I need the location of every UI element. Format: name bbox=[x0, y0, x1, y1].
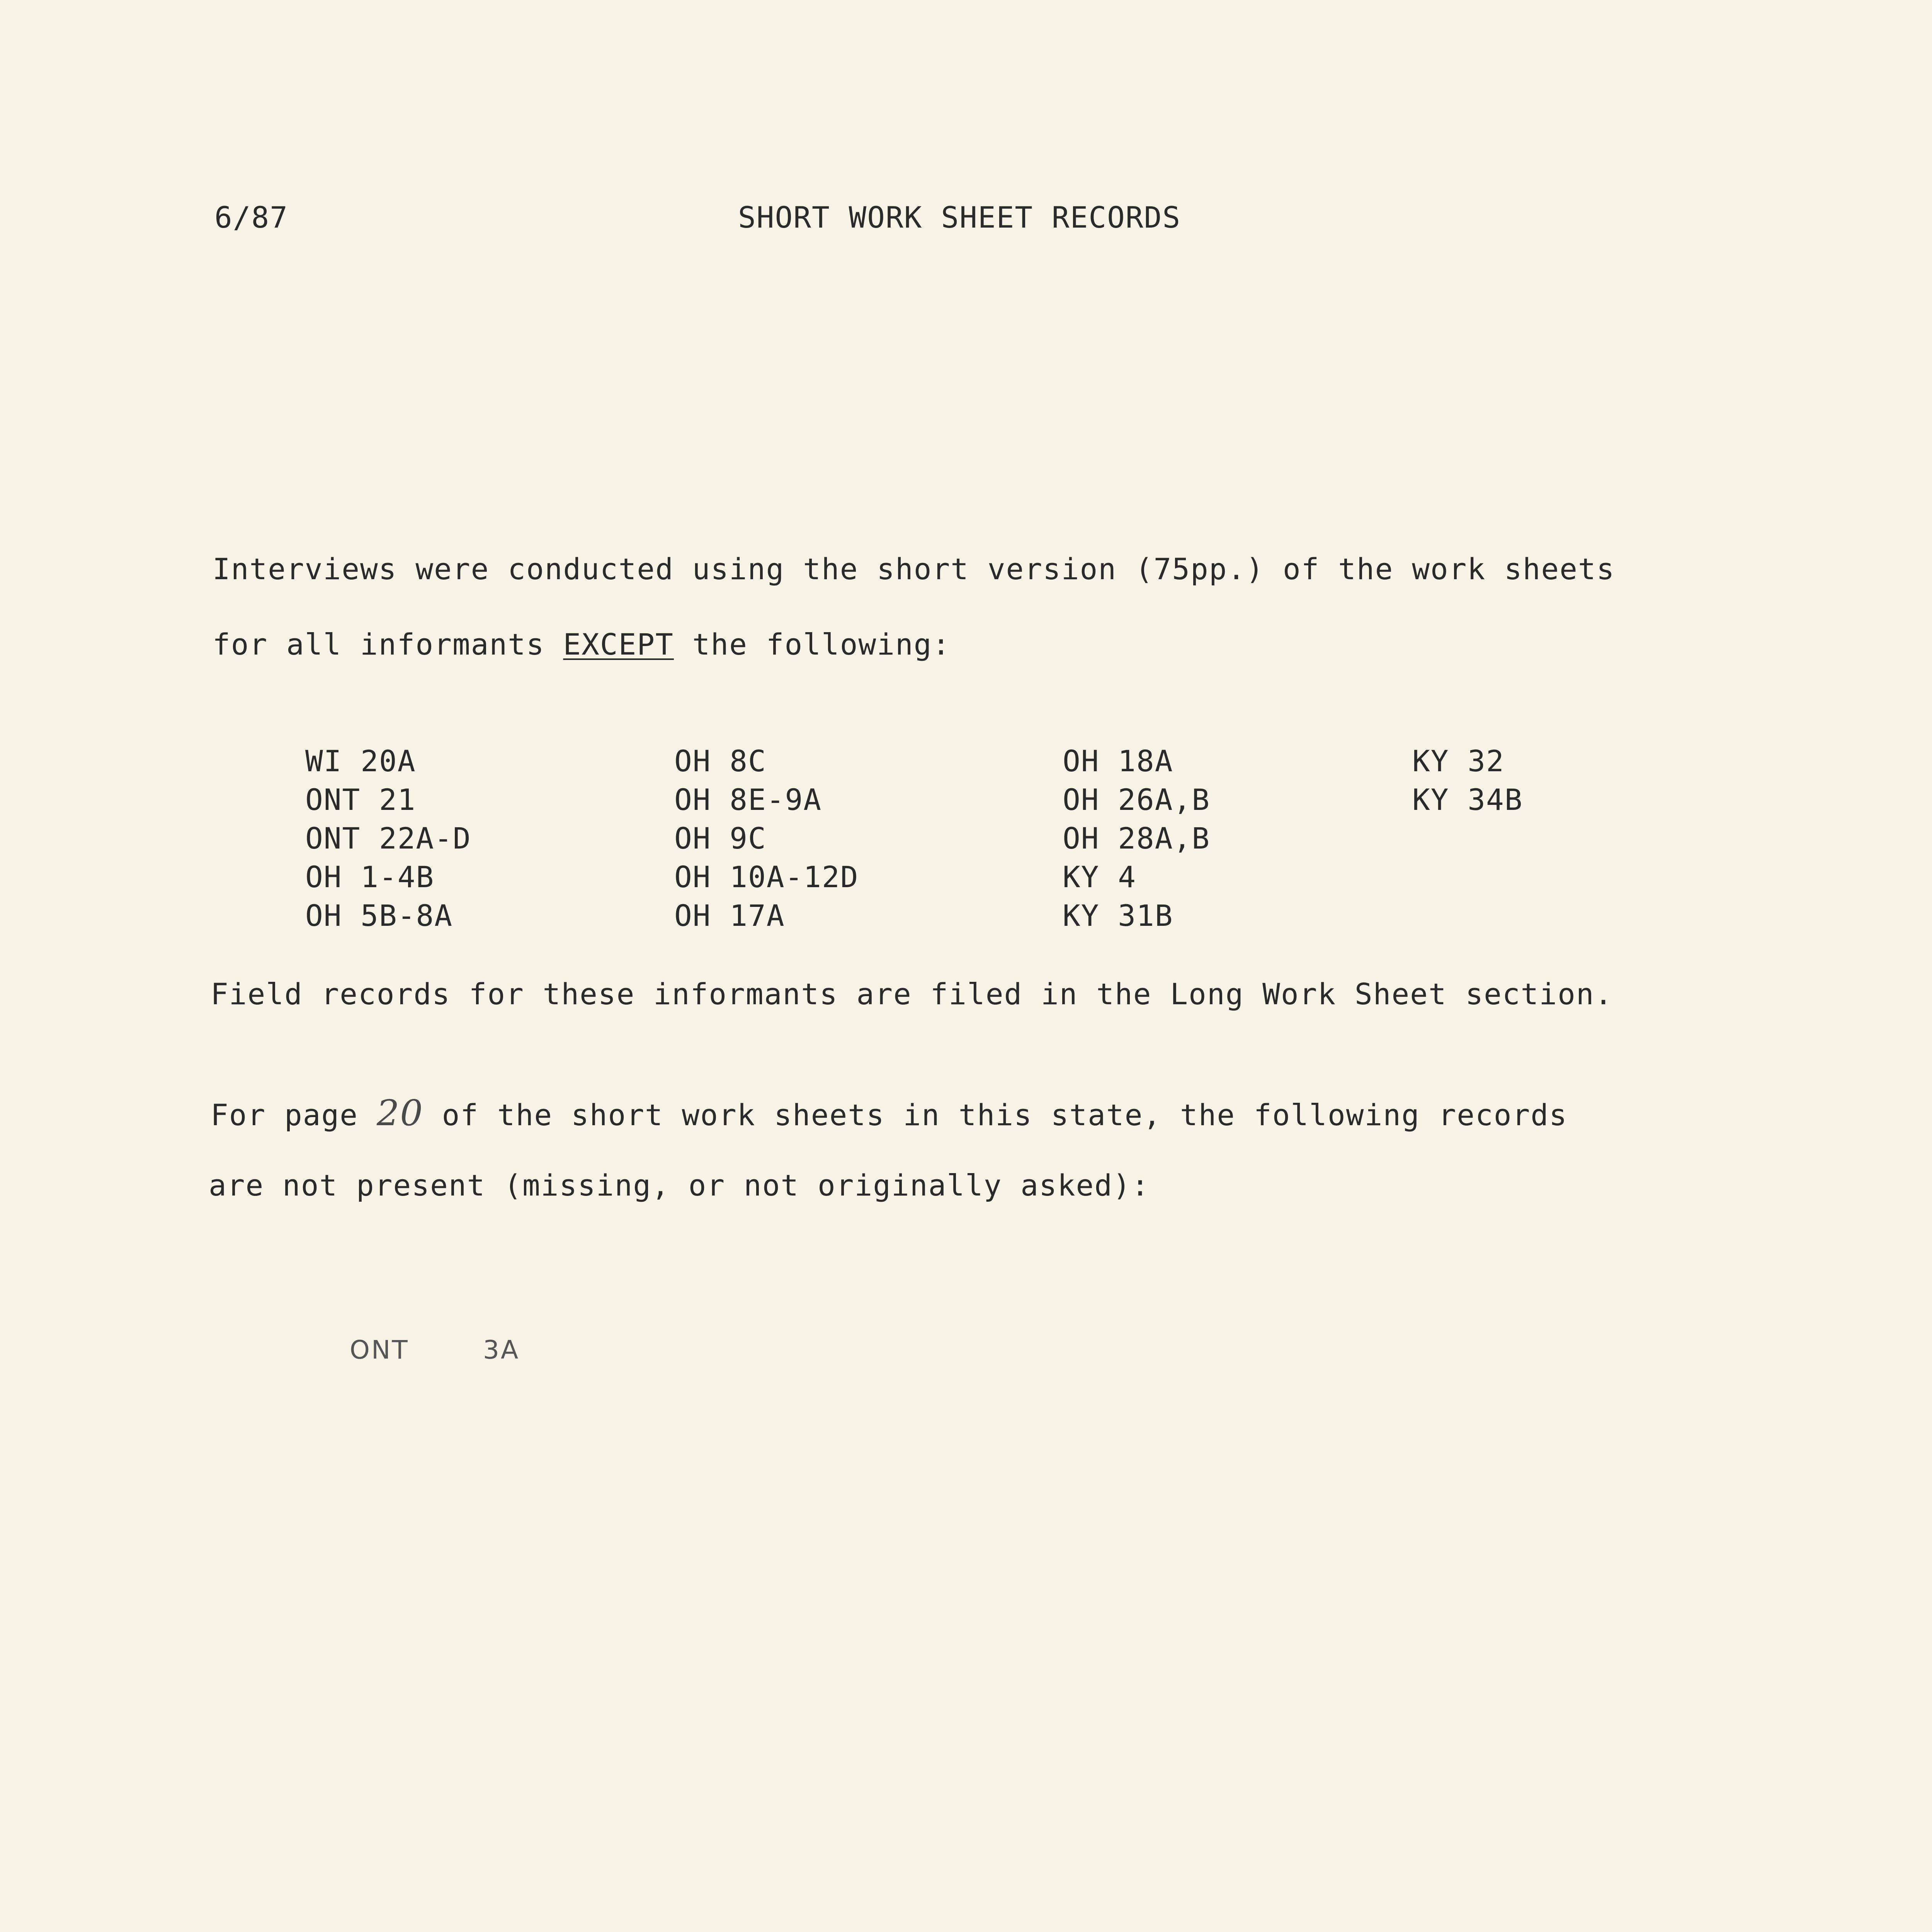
intro-line-2-end: the following: bbox=[673, 627, 951, 662]
missing-record-id: 3A bbox=[483, 1335, 520, 1365]
exception-item: KY 4 bbox=[1063, 860, 1137, 894]
exception-item: OH 9C bbox=[674, 821, 767, 855]
intro-line-2-start: for all informants bbox=[213, 627, 563, 662]
exception-item: ONT 22A-D bbox=[305, 821, 471, 855]
exception-item: OH 17A bbox=[674, 898, 785, 933]
intro-line-2 bbox=[213, 627, 951, 662]
exception-item: KY 31B bbox=[1063, 898, 1173, 933]
page-note-start: For page bbox=[211, 1098, 377, 1132]
exception-item: OH 1-4B bbox=[305, 860, 435, 894]
exception-item: KY 34B bbox=[1412, 782, 1523, 817]
page-note-end: of the short work sheets in this state, the following records bbox=[423, 1098, 1568, 1132]
exceptions-column-2 bbox=[674, 742, 859, 935]
intro-line-1: Interviews were conducted using the short version (75pp.) of the work sheets bbox=[213, 552, 1615, 586]
exceptions-column-4 bbox=[1412, 742, 1523, 819]
exception-item: OH 5B-8A bbox=[305, 898, 453, 933]
exceptions-column-1 bbox=[305, 742, 471, 935]
exceptions-column-3 bbox=[1063, 742, 1210, 935]
exception-item: KY 32 bbox=[1412, 744, 1505, 778]
handwritten-page-number: 20 bbox=[376, 1092, 423, 1134]
field-records-note: Field records for these informants are filed in the Long Work Sheet section. bbox=[211, 977, 1613, 1011]
exception-item: OH 10A-12D bbox=[674, 860, 859, 894]
exception-item: WI 20A bbox=[305, 744, 416, 778]
header-date: 6/87 bbox=[214, 200, 289, 235]
exception-item: OH 18A bbox=[1063, 744, 1173, 778]
missing-record-state: ONT bbox=[350, 1335, 409, 1365]
except-emphasis: EXCEPT bbox=[563, 627, 674, 662]
exception-item: OH 8C bbox=[674, 744, 767, 778]
exception-item: OH 8E-9A bbox=[674, 782, 822, 817]
exception-item: OH 26A,B bbox=[1063, 782, 1211, 817]
page-title: SHORT WORK SHEET RECORDS bbox=[738, 200, 1181, 235]
page-note-line-1 bbox=[211, 1092, 1568, 1134]
page-note-line-2: are not present (missing, or not originally asked): bbox=[209, 1168, 1150, 1202]
exception-item: OH 28A,B bbox=[1063, 821, 1211, 855]
exception-item: ONT 21 bbox=[305, 782, 416, 817]
